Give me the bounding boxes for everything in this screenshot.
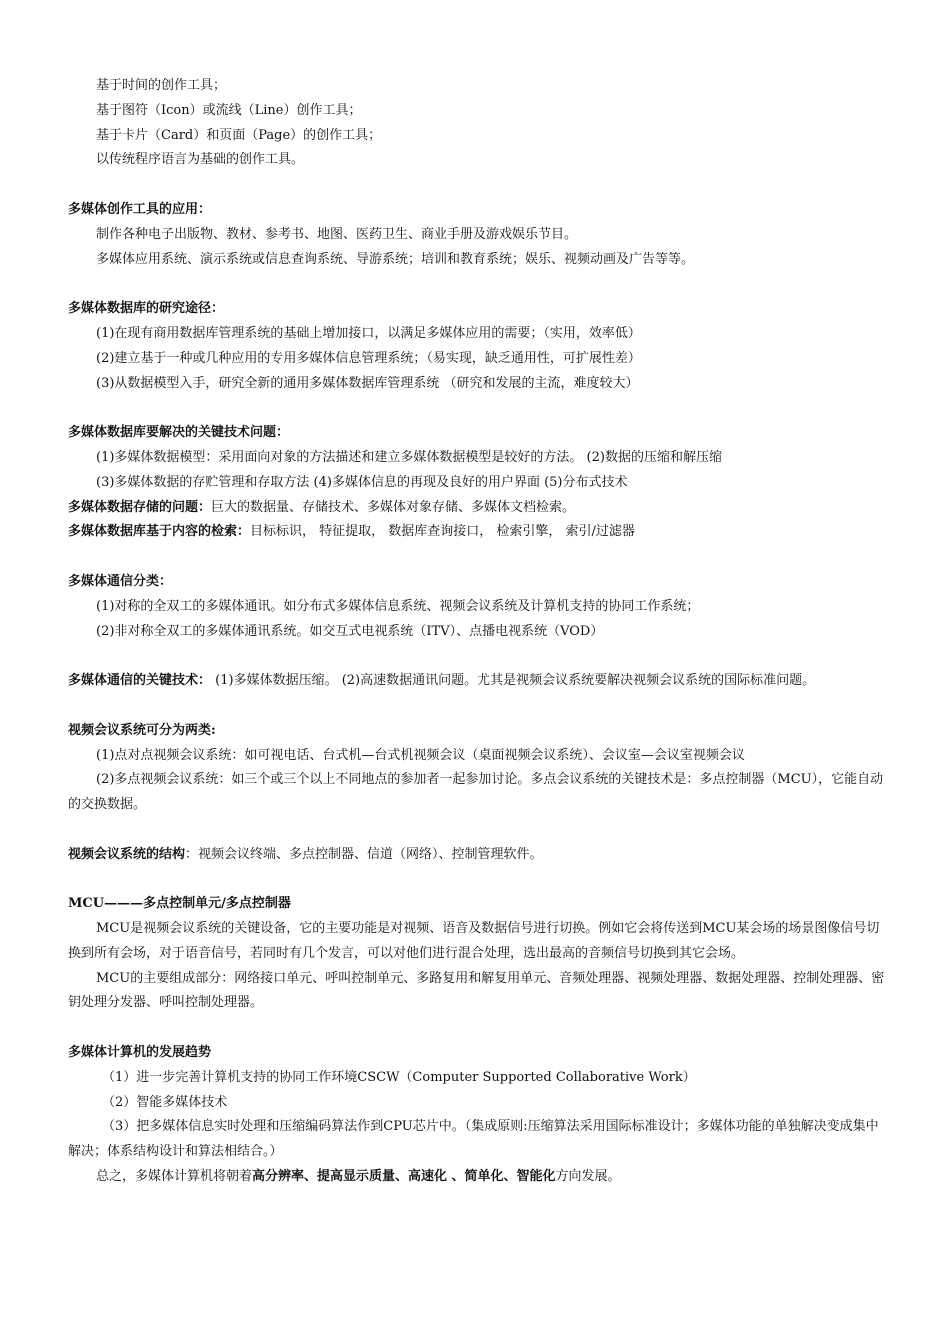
document-page	[68, 74, 888, 1190]
tool-type-card: 基于卡片（Card）和页面（Page）的创作工具；	[96, 127, 382, 143]
vc-structure-label: 视频会议系统的结构	[68, 846, 186, 862]
mcu-paragraph: MCU的主要组成部分：网络接口单元、呼叫控制单元、多路复用和解复用单元、音频处理器、视频处理器、数据处理器、控制处理器、密钥处理分发器、呼叫控制处理器。	[68, 970, 885, 1011]
vc-types-heading: 视频会议系统可分为两类:	[68, 722, 216, 738]
tool-apps-item: 制作各种电子出版物、教材、参考书、地图、医药卫生、商业手册及游戏娱乐节目。	[96, 226, 578, 242]
vc-types-item: (2)多点视频会议系统：如三个或三个以上不同地点的参加者一起参加讨论。多点会议系统的关键技术是：多点控制器（MCU），它能自动的交换数据。	[68, 772, 884, 813]
comm-class-heading: 多媒体通信分类：	[68, 573, 173, 589]
trend-summary-bold: 高分辨率、提高显示质量、高速化 、简单化、智能化	[252, 1169, 556, 1185]
comm-class-item: (1)对称的全双工的多媒体通讯。如分布式多媒体信息系统、视频会议系统及计算机支持的协同工作系统；	[96, 598, 700, 614]
db-research-item: (2)建立基于一种或几种应用的专用多媒体信息管理系统；（易实现，缺乏通用性，可扩展性差）	[96, 350, 641, 366]
trend-summary	[68, 1165, 888, 1190]
tool-type-icon: 基于图符（Icon）或流线（Line）创作工具；	[96, 102, 362, 118]
trend-summary-prefix: 总之，多媒体计算机将朝着	[96, 1169, 253, 1185]
vc-types-item: (1)点对点视频会议系统：如可视电话、台式机—台式机视频会议（桌面视频会议系统）、会议室—会议室视频会议	[96, 747, 745, 763]
trend-heading: 多媒体计算机的发展趋势	[68, 1045, 212, 1061]
mcu-heading: MCU———多点控制单元/多点控制器	[68, 896, 291, 912]
db-research-item: (1)在现有商用数据库管理系统的基础上增加接口，以满足多媒体应用的需要；（实用，效率低）	[96, 325, 641, 341]
tool-apps-item: 多媒体应用系统、演示系统或信息查询系统、导游系统；培训和教育系统；娱乐、视频动画及广告等等。	[96, 251, 695, 267]
trend-item: （3）把多媒体信息实时处理和压缩编码算法作到CPU芯片中。（集成原则:压缩算法采用国际标准设计；多媒体功能的单独解决变成集中解决；体系结构设计和算法相结合。）	[68, 1119, 879, 1160]
db-key-line: (3)多媒体数据的存贮管理和存取方法 (4)多媒体信息的再现及良好的用户界面 (5)分布式技术	[96, 474, 628, 490]
comm-key-label: 多媒体通信的关键技术：	[68, 673, 212, 689]
vc-structure-text: ：视频会议终端、多点控制器、信道（网络）、控制管理软件。	[185, 846, 543, 862]
db-storage-text: 巨大的数据量、存储技术、多媒体对象存储、多媒体文档检索。	[211, 499, 576, 515]
db-research-item: (3)从数据模型入手，研究全新的通用多媒体数据库管理系统 （研究和发展的主流，难度较大）	[96, 375, 639, 391]
tool-apps-heading: 多媒体创作工具的应用：	[68, 201, 212, 217]
comm-class-item: (2)非对称全双工的多媒体通讯系统。如交互式电视系统（ITV）、点播电视系统（VOD）	[96, 623, 604, 639]
db-content-text: 目标标识， 特征提取， 数据库查询接口， 检索引擎， 索引/过滤器	[250, 524, 635, 540]
tool-type-language: 以传统程序语言为基础的创作工具。	[96, 152, 305, 168]
db-key-heading: 多媒体数据库要解决的关键技术问题：	[68, 425, 290, 441]
comm-key-paragraph	[68, 669, 888, 694]
trend-item: （2）智能多媒体技术	[102, 1094, 228, 1110]
mcu-paragraph: MCU是视频会议系统的关键设备，它的主要功能是对视频、语音及数据信号进行切换。例如它会将传送到MCU某会场的场景图像信号切换到所有会场，对于语音信号，若同时有几个发言，可以对他们进行混合处理，选出最高的音频信号切换到其它会场。	[68, 921, 880, 961]
trend-item: （1）进一步完善计算机支持的协同工作环境CSCW（Computer Supported Collaborative Work）	[102, 1069, 696, 1085]
db-research-heading: 多媒体数据库的研究途径：	[68, 301, 225, 317]
db-content-line	[68, 520, 888, 545]
comm-key-text: (1)多媒体数据压缩。 (2)高速数据通讯问题。尤其是视频会议系统要解决视频会议系统的国际标准问题。	[211, 673, 816, 689]
tool-type-time: 基于时间的创作工具；	[96, 78, 227, 93]
db-content-label: 多媒体数据库基于内容的检索：	[68, 524, 251, 540]
trend-summary-suffix: 方向发展。	[555, 1169, 621, 1185]
db-storage-line	[68, 496, 888, 521]
vc-structure-line	[68, 843, 888, 868]
db-key-line: (1)多媒体数据模型：采用面向对象的方法描述和建立多媒体数据模型是较好的方法。 (2)数据的压缩和解压缩	[96, 449, 722, 465]
db-storage-label: 多媒体数据存储的问题：	[68, 499, 212, 515]
